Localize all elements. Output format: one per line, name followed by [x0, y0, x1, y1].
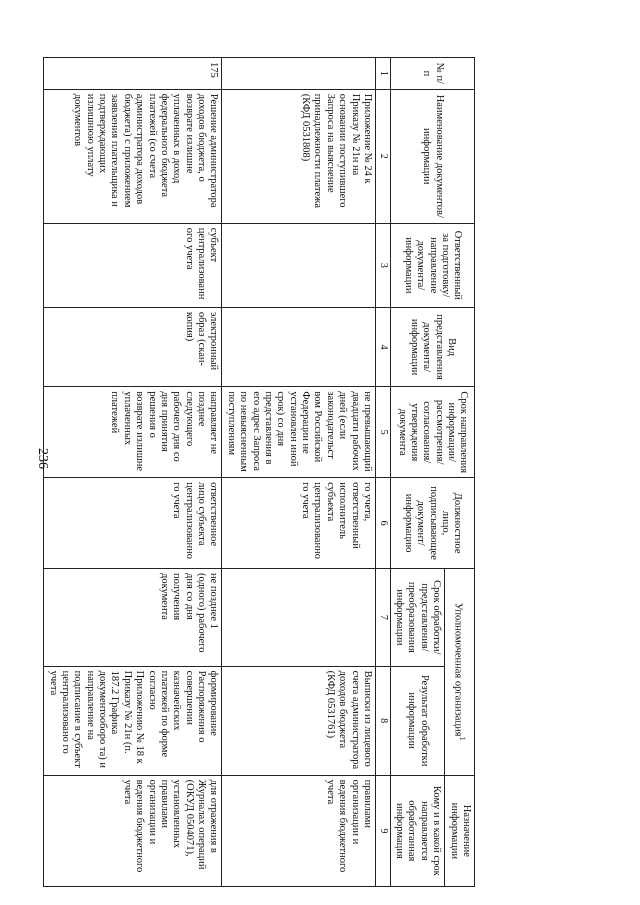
document-table-wrapper — [47, 57, 475, 887]
column-number: 7 — [375, 569, 390, 667]
row-deadline: не превышающий двадцати рабочих дней (если законодательст вом Российской Федерации не установлен иной срок) со дня представления в его адрес Запроса по невыясненным поступлениям — [222, 387, 376, 478]
row-deadline: направляет не позднее следующего рабочего дня со дня принятия решения о возврате излишне уплаченных платежей — [44, 387, 222, 478]
row-responsible: субъект централизованн ого учета — [44, 223, 222, 307]
header-group-purpose: Назначение информации — [445, 775, 475, 886]
row-purpose: правилами организации и ведения бюджетного учета — [222, 775, 376, 886]
row-number — [222, 58, 376, 90]
row-name: Приложение № 24 к Приказу № 21н на основании поступившего Запроса на выяснение принадлежности платежа (КФД 0531808) — [222, 89, 376, 223]
header-form: Вид представления документа/ информации — [390, 307, 474, 386]
header-row — [445, 58, 475, 887]
header-purpose: Кому и в какой срок направляется обработанная информация — [390, 775, 445, 886]
header-group-upolnom-label: Уполномоченная организация — [452, 602, 464, 737]
header-num: № п/п — [390, 58, 474, 90]
header-proc-deadline: Срок обработки/ представления/ преобразования информации — [390, 569, 445, 667]
row-responsible — [222, 223, 376, 307]
column-number: 9 — [375, 775, 390, 886]
row-signer: ответственное лицо субъекта централизованно го учета — [44, 478, 222, 569]
row-proc-deadline: не позднее 1 (одного) рабочего дня со дня получения документа — [44, 569, 222, 667]
header-group-upolnom-footnote: 1 — [458, 736, 469, 741]
column-number: 5 — [375, 387, 390, 478]
column-number: 4 — [375, 307, 390, 386]
document-table — [43, 57, 475, 887]
header-name: Наименование документов/ информации — [390, 89, 474, 223]
row-signer: го учета, ответственный исполнитель субъекта централизованно го учета — [222, 478, 376, 569]
header-responsible: Ответственный за подготовку/ направление документа/ информации — [390, 223, 474, 307]
header-group-upolnom — [445, 569, 475, 776]
column-number: 6 — [375, 478, 390, 569]
column-number: 3 — [375, 223, 390, 307]
row-result: формирование Распоряжения о совершении казначейских платежей по форме согласно Приложению № 18 к Приказу № 21н (п. 187.2 Графика документооборо та) и направление на подписание в субъект централизовано го учета — [44, 666, 222, 775]
row-purpose: для отражения в Журналах операций (ОКУД 0504071), установленных правилами организации и ведения бюджетного учета — [44, 775, 222, 886]
row-form: электронный образ (скан-копия) — [44, 307, 222, 386]
row-proc-deadline — [222, 569, 376, 667]
row-form — [222, 307, 376, 386]
column-number: 2 — [375, 89, 390, 223]
column-number: 1 — [375, 58, 390, 90]
row-name: Решение администратора доходов бюджета, о возврате излишне уплаченных в доход федерального бюджета платежей (со счета администратора доходов бюджета) с приложением заявления плательщика и подтверждающих излишнюю уплату документов — [44, 89, 222, 223]
header-signer: Должностное лицо, подписывающее документ/ информацию — [390, 478, 474, 569]
table-row — [44, 58, 222, 887]
table-row — [222, 58, 376, 887]
column-number: 8 — [375, 666, 390, 775]
row-result: Выписки из лицевого счета администратора доходов бюджета (КФД 0531761) — [222, 666, 376, 775]
row-number: 175 — [44, 58, 222, 90]
header-deadline: Срок направления информации/ рассмотрения/ согласования/ утверждения документа — [390, 387, 474, 478]
header-result: Результат обработки информации — [390, 666, 445, 775]
page-number: 236 — [35, 448, 50, 469]
column-number-row — [375, 58, 390, 887]
